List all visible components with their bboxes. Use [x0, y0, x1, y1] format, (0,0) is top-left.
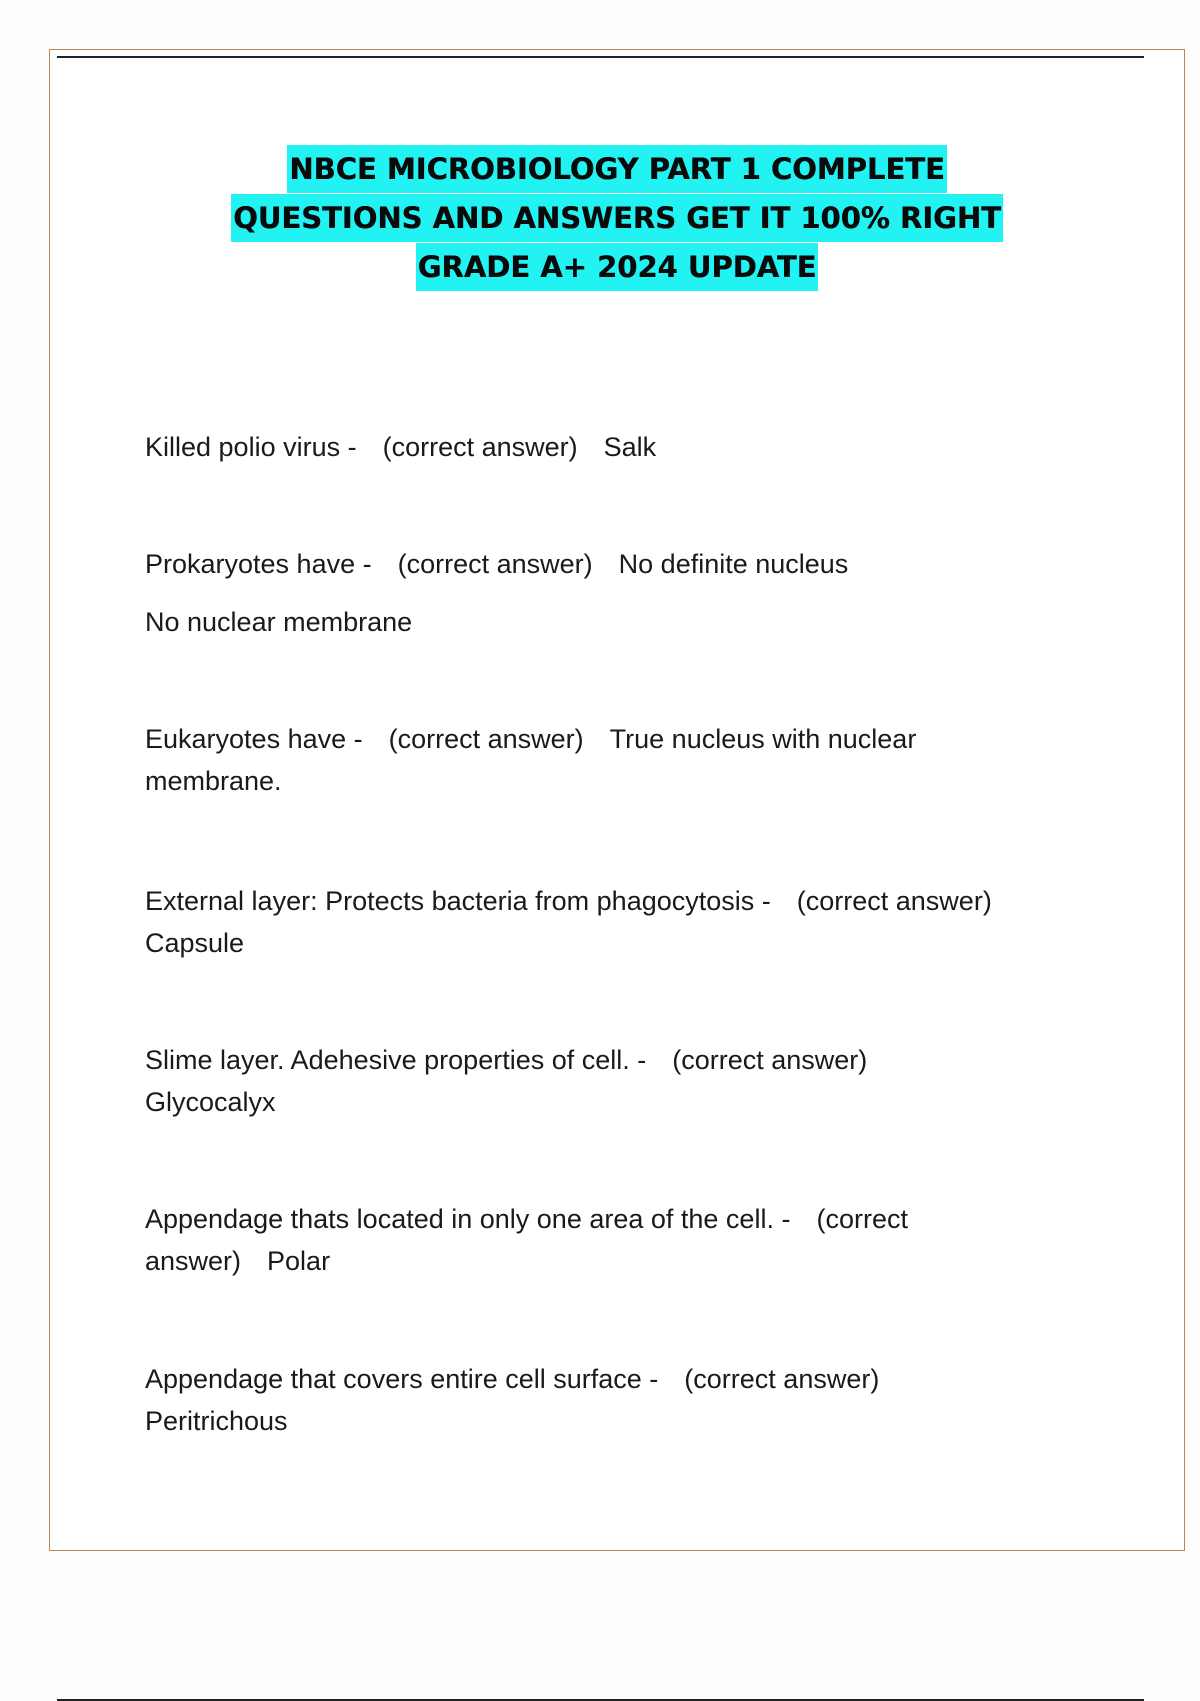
qa-item-6-answer [145, 1240, 330, 1282]
answer-text: Salk [603, 432, 657, 462]
qa-item-4-answer [145, 922, 244, 964]
qa-item-5-answer [145, 1081, 276, 1123]
qa-item-2-extra [145, 601, 412, 643]
title-line-1: NBCE MICROBIOLOGY PART 1 COMPLETE [287, 145, 947, 193]
answer-text: Peritrichous [145, 1406, 288, 1436]
top-rule [57, 56, 1144, 58]
title-line-3: GRADE A+ 2024 UPDATE [416, 243, 819, 291]
qa-item-5 [145, 1039, 867, 1081]
answer-text: Glycocalyx [145, 1087, 276, 1117]
answer-text: No definite nucleus [618, 549, 849, 579]
question-text: External layer: Protects bacteria from phagocytosis - [145, 886, 771, 916]
answer-text: Capsule [145, 928, 245, 958]
qa-item-4 [145, 880, 992, 922]
qa-item-6 [145, 1198, 908, 1240]
question-text: Slime layer. Adehesive properties of cell. - [145, 1045, 647, 1075]
qa-item-1 [145, 426, 656, 468]
title-line-2: QUESTIONS AND ANSWERS GET IT 100% RIGHT [231, 194, 1003, 242]
question-text: Appendage that covers entire cell surface - [145, 1364, 659, 1394]
question-text: Appendage thats located in only one area of the cell. - [145, 1204, 791, 1234]
document-title [49, 145, 1185, 292]
answer-text-cont: membrane. [145, 766, 282, 796]
qa-item-3 [145, 718, 916, 760]
answer-text: Polar [267, 1246, 331, 1276]
question-text: Eukaryotes have - [145, 724, 363, 754]
answer-text-extra: No nuclear membrane [145, 607, 413, 637]
question-text: Prokaryotes have - [145, 549, 372, 579]
answer-text: True nucleus with nuclear [609, 724, 917, 754]
correct-answer-marker-end: answer) [145, 1246, 242, 1276]
qa-item-7-answer [145, 1400, 288, 1442]
correct-answer-marker: (correct answer) [397, 549, 593, 579]
correct-answer-marker: (correct answer) [672, 1045, 868, 1075]
correct-answer-marker: (correct answer) [388, 724, 584, 754]
correct-answer-marker: (correct answer) [684, 1364, 880, 1394]
correct-answer-marker: (correct answer) [796, 886, 992, 916]
correct-answer-marker: (correct answer) [382, 432, 578, 462]
qa-item-7 [145, 1358, 879, 1400]
question-text: Killed polio virus - [145, 432, 357, 462]
qa-item-3-cont [145, 760, 282, 802]
correct-answer-marker-start: (correct [816, 1204, 908, 1234]
qa-item-2 [145, 543, 848, 585]
